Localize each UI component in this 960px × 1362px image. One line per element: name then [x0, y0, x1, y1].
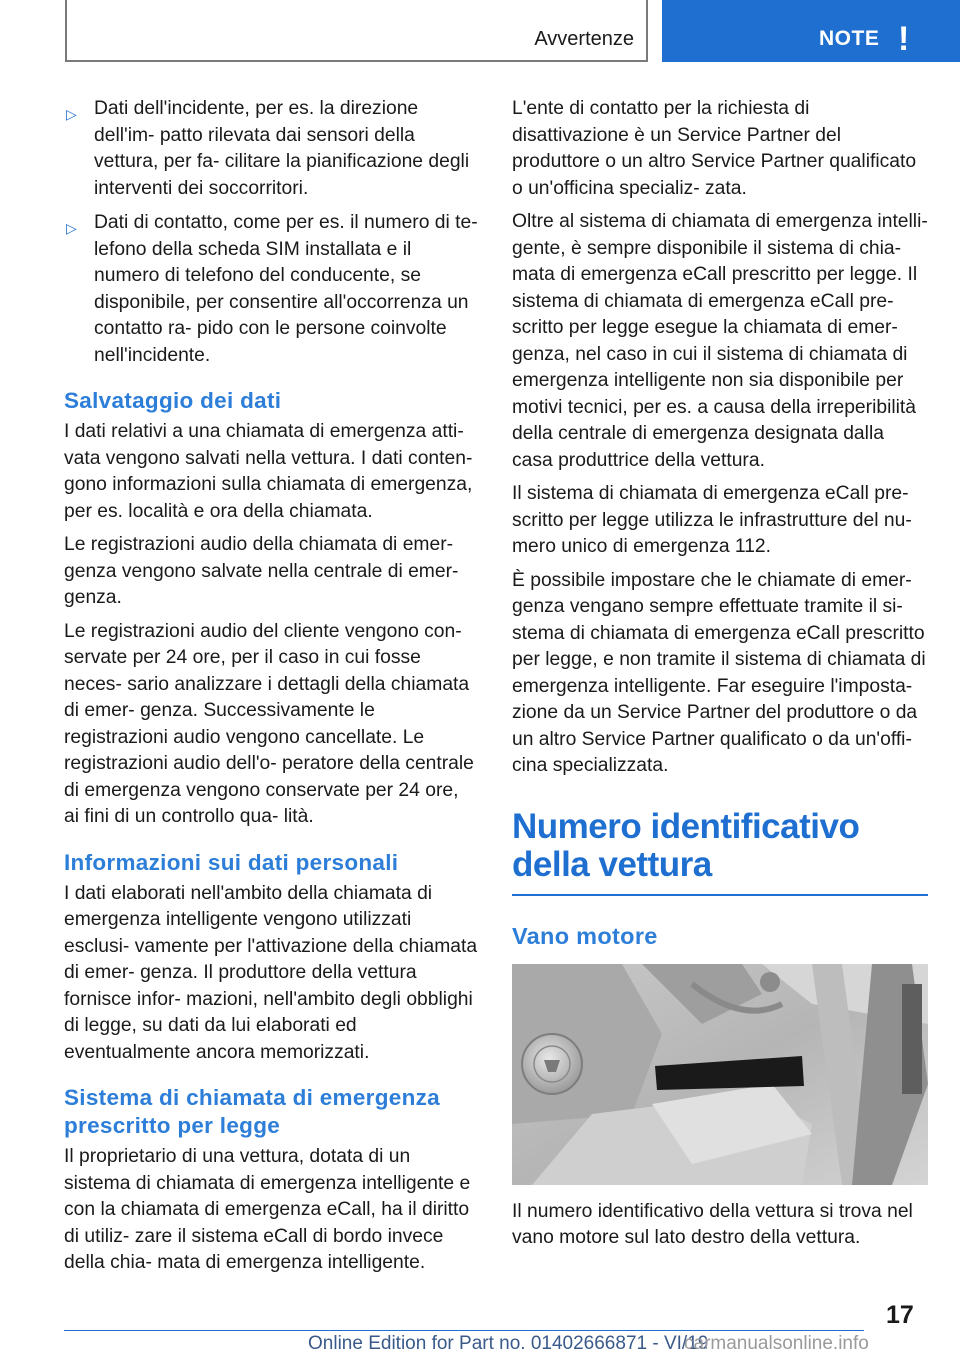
list-item-text: Dati dell'incidente, per es. la direzione dell'im‐ patto rilevata dai sensori della vettura, per fa‐ cilitare la pianificazione degli interventi dei soccorritori. [94, 98, 470, 199]
list-item-text: Dati di contatto, come per es. il numero di te‐ lefono della scheda SIM installata e il numero di telefono del conducente, se disponibile, per consentire all'occorrenza un contatto ra‐ pido con le persone coinvolte nell'incidente. [94, 212, 478, 366]
section-heading: Vano motore [512, 922, 658, 949]
section-heading: Informazioni sui dati personali [64, 849, 399, 875]
triangle-bullet-icon: ▷ [66, 106, 77, 122]
paragraph: Le registrazioni audio della chiamata di emer‐ genza vengono salvate nella centrale di emer‐ genza. [64, 534, 459, 608]
left-column [64, 96, 478, 1284]
warning-icon: ! [898, 20, 910, 58]
paragraph: I dati elaborati nell'ambito della chiamata di emergenza intelligente vengono utilizzati esclusi‐ vamente per l'attivazione della chiamata di emer‐ genza. Il produttore della vettura fornisce infor‐ mazioni, nell'ambito degli obblighi di legge, su dati da lui elaborati ed eventualmente ancora memorizzati. [64, 882, 478, 1063]
paragraph: I dati relativi a una chiamata di emergenza atti‐ vata vengono salvati nella vettura. I dati conten‐ gono informazioni sulla chiamata di emergenza, per es. località e ora della chiamata. [64, 421, 473, 522]
right-column [512, 96, 928, 1259]
section-heading: Sistema di chiamata di emergenza prescritto per legge [64, 1085, 440, 1138]
list-item [64, 210, 478, 369]
paragraph: Oltre al sistema di chiamata di emergenza intelli‐ gente, è sempre disponibile il sistema di chia‐ mata di emergenza eCall prescritto per legge. Il sistema di chiamata di emergenza eCall pre‐ scritto per legge esegue la chiamata di emer‐ genza, nel caso in cui il sistema di chiamata di emergenza intelligente non sia disponibile per motivi tecnici, per es. a causa della irreperibilità della centrale di emergenza designata dalla casa produttrice della vettura. [512, 211, 928, 471]
paragraph: È possibile impostare che le chiamate di emer‐ genza vengano sempre effettuate tramite il si‐ stema di chiamata di emergenza eCall prescritto per legge, e non tramite il sistema di chiamata di emergenza intelligente. Far eseguire l'imposta‐ zione da un Service Partner del produttore o da un altro Service Partner qualificato o da un'offi‐ cina specializzata. [512, 569, 926, 776]
page-number: 17 [886, 1301, 914, 1329]
paragraph: Il sistema di chiamata di emergenza eCall pre‐ scritto per legge utilizza le infrastrutture del nu‐ mero unico di emergenza 112. [512, 483, 912, 557]
paragraph: Le registrazioni audio del cliente vengono con‐ servate per 24 ore, per il caso in cui fosse neces‐ sario analizzare i dettagli della chiamata di emer‐ genza. Successivamente le registrazioni audio vengono cancellate. Le registrazioni audio dell'o‐ peratore della centrale di emergenza vengono conservate per 24 ore, ai fini di un controllo qua‐ lità. [64, 620, 474, 827]
section-heading: Salvataggio dei dati [64, 388, 282, 413]
header-chapter-tab [662, 0, 960, 62]
header-chapter-title: NOTE [819, 27, 880, 50]
triangle-bullet-icon: ▷ [66, 220, 77, 236]
watermark: carmanualsonline.info [684, 1333, 869, 1354]
bullet-list [64, 96, 478, 369]
heading-divider [512, 894, 928, 896]
list-item [64, 96, 478, 202]
header-section-title: Avvertenze [534, 28, 634, 50]
paragraph: Il proprietario di una vettura, dotata di un sistema di chiamata di emergenza intelligente e con la chiamata di emergenza eCall, ha il diritto di utiliz‐ zare il sistema eCall di bordo invece della chia‐ mata di emergenza intelligente. [64, 1146, 471, 1273]
paragraph: L'ente di contatto per la richiesta di disattivazione è un Service Partner del produttore o un altro Service Partner qualificato o un'officina specializ‐ zata. [512, 98, 917, 199]
caption: Il numero identificativo della vettura si trova nel vano motore sul lato destro della vettura. [512, 1200, 913, 1248]
engine-bay-photo [512, 964, 928, 1185]
footer-divider [64, 1330, 864, 1331]
edition-text: Online Edition for Part no. 01402666871 - VI/19 [308, 1333, 709, 1354]
header-section-box [65, 0, 648, 62]
chapter-heading: Numero identificativo della vettura [512, 806, 860, 884]
